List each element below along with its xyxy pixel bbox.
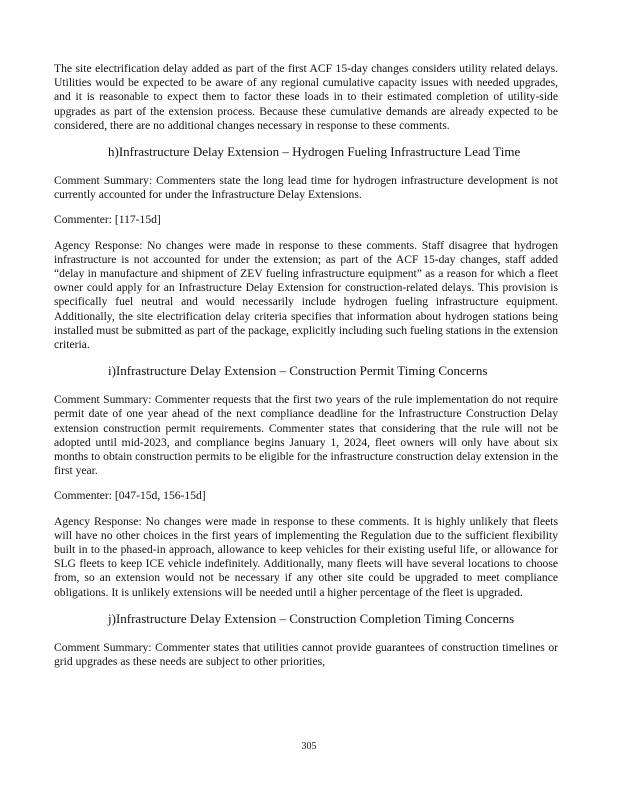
section-heading-h: h)Infrastructure Delay Extension – Hydrogen Fueling Infrastructure Lead Time bbox=[108, 144, 521, 160]
section-heading-j: j)Infrastructure Delay Extension – Construction Completion Timing Concerns bbox=[108, 610, 515, 626]
paragraph-site-electrification: The site electrification delay added as part of the first ACF 15-day changes considers utility related delays. Utilities would be expected to be aware of any regional cumulative capacity issues with needed upgrades, and it is reasonable to expect them to factor these loads in to their estimated completion of utility-side upgrades as part of the extension process. Because these cumulative demands are already expected to be considered, there are no additional changes necessary in response to these comments. bbox=[54, 62, 558, 132]
document-page bbox=[54, 62, 558, 680]
comment-summary-h: Comment Summary: Commenters state the long lead time for hydrogen infrastructure development is not currently accounted for under the Infrastructure Delay Extensions. bbox=[54, 174, 558, 202]
page-number: 305 bbox=[301, 741, 317, 752]
commenter-h: Commenter: [117-15d] bbox=[54, 213, 161, 227]
commenter-i: Commenter: [047-15d, 156-15d] bbox=[54, 489, 206, 503]
comment-summary-j: Comment Summary: Commenter states that utilities cannot provide guarantees of construction timelines or grid upgrades as these needs are subject to other priorities, bbox=[54, 640, 558, 669]
comment-summary-i: Comment Summary: Commenter requests that the first two years of the rule implementation do not require permit date of one year ahead of the next compliance deadline for the Infrastructure Construction Delay extension construction permit requirements. Commenter states that considering that the rule will not be adopted until mid-2023, and compliance begins January 1, 2024, fleet owners will only have about six months to obtain construction permits to be eligible for the infrastructure construction delay extension in the first year. bbox=[54, 393, 558, 478]
section-heading-i: i)Infrastructure Delay Extension – Construction Permit Timing Concerns bbox=[108, 363, 488, 379]
agency-response-h: Agency Response: No changes were made in response to these comments. Staff disagree that hydrogen infrastructure is not accounted for under the extension; as part of the ACF 15-day changes, staff added “delay in manufacture and shipment of ZEV fueling infrastructure equipment” as a reason for which a fleet owner could apply for an Infrastructure Delay Extension for construction-related delays. This provision is specifically fuel neutral and would necessarily include hydrogen fueling infrastructure equipment. Additionally, the site electrification delay criteria specifies that information about hydrogen stations being installed must be submitted as part of the package, explicitly including such fueling stations in the extension criteria. bbox=[54, 238, 558, 352]
agency-response-i: Agency Response: No changes were made in response to these comments. It is highly unlikely that fleets will have no other choices in the first years of implementing the Regulation due to the sufficient flexibility built in to the phased-in approach, allowance to keep vehicles for their existing useful life, or allowance for SLG fleets to keep ICE vehicle indefinitely. Additionally, many fleets will have several locations to choose from, so an extension would not be necessary if any other site could be upgraded to meet compliance obligations. It is unlikely extensions will be needed until a higher percentage of the fleet is upgraded. bbox=[54, 514, 558, 599]
